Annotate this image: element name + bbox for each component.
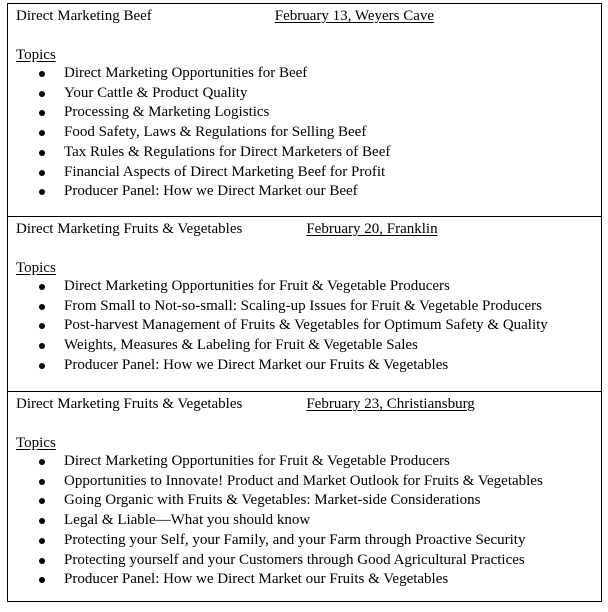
topic-text: Producer Panel: How we Direct Market our Fruits & Vegetables (64, 571, 449, 588)
bullet-icon (39, 170, 45, 176)
bullet-icon (39, 71, 45, 77)
bullet-icon (39, 323, 45, 329)
topic-text: Producer Panel: How we Direct Market our Beef (64, 183, 358, 200)
list-item (8, 84, 390, 104)
section-fruits-vegetables-christiansburg (8, 392, 601, 601)
list-item (8, 182, 390, 202)
list-item (8, 472, 543, 492)
section-title: Direct Marketing Beef (16, 8, 152, 24)
section-date-location: February 23, Christiansburg (306, 396, 475, 412)
list-item (8, 336, 548, 356)
list-item (8, 570, 543, 590)
list-item (8, 64, 390, 84)
section-title: Direct Marketing Fruits & Vegetables (16, 221, 243, 237)
bullet-icon (39, 150, 45, 156)
bullet-icon (39, 498, 45, 504)
topic-text: Protecting your Self, your Family, and your Farm through Proactive Security (64, 531, 526, 548)
section-heading (16, 7, 434, 25)
topic-text: Weights, Measures & Labeling for Fruit & Vegetable Sales (64, 337, 418, 354)
topics-label: Topics (16, 260, 56, 276)
topic-text: Direct Marketing Opportunities for Fruit & Vegetable Producers (64, 278, 450, 294)
list-item (8, 491, 543, 511)
bullet-icon (39, 577, 45, 583)
topic-text: Going Organic with Fruits & Vegetables: Market-side Considerations (64, 492, 481, 509)
section-heading (16, 395, 475, 413)
list-item (8, 163, 390, 183)
bullet-icon (39, 363, 45, 369)
list-item (8, 316, 548, 336)
topic-text: From Small to Not-so-small: Scaling-up Issues for Fruit & Vegetable Producers (64, 297, 543, 314)
topic-text: Your Cattle & Product Quality (64, 84, 248, 101)
topic-text: Processing & Marketing Logistics (64, 104, 270, 121)
bullet-icon (39, 479, 45, 485)
topics-label: Topics (16, 47, 56, 63)
bullet-icon (39, 459, 45, 465)
topic-text: Legal & Liable—What you should know (64, 512, 311, 529)
list-item (8, 103, 390, 123)
bullet-icon (39, 538, 45, 544)
list-item (8, 297, 548, 317)
topic-list (8, 277, 548, 376)
topic-text: Food Safety, Laws & Regulations for Selling Beef (64, 124, 367, 141)
bullet-icon (39, 558, 45, 564)
bullet-icon (39, 304, 45, 310)
bullet-icon (39, 110, 45, 116)
topic-text: Protecting yourself and your Customers through Good Agricultural Practices (64, 551, 525, 568)
bullet-icon (39, 284, 45, 290)
section-date-location: February 20, Franklin (306, 221, 438, 237)
list-item (8, 143, 390, 163)
section-fruits-vegetables-franklin (8, 217, 601, 392)
list-item (8, 551, 543, 571)
topic-list (8, 64, 390, 202)
list-item (8, 531, 543, 551)
topics-label: Topics (16, 435, 56, 451)
list-item (8, 277, 548, 297)
list-item (8, 356, 548, 376)
topic-text: Financial Aspects of Direct Marketing Beef for Profit (64, 163, 386, 180)
list-item (8, 123, 390, 143)
topic-text: Opportunities to Innovate! Product and Market Outlook for Fruits & Vegetables (64, 472, 543, 489)
bullet-icon (39, 189, 45, 195)
topic-text: Direct Marketing Opportunities for Beef (64, 65, 308, 81)
topic-text: Direct Marketing Opportunities for Fruit & Vegetable Producers (64, 453, 450, 469)
bullet-icon (39, 343, 45, 349)
section-heading (16, 220, 438, 238)
section-beef (8, 4, 601, 217)
topic-text: Producer Panel: How we Direct Market our Fruits & Vegetables (64, 356, 449, 373)
bullet-icon (39, 91, 45, 97)
schedule-table (7, 3, 602, 602)
bullet-icon (39, 518, 45, 524)
section-title: Direct Marketing Fruits & Vegetables (16, 396, 243, 412)
topic-text: Tax Rules & Regulations for Direct Marketers of Beef (64, 143, 391, 160)
topic-list (8, 452, 543, 590)
section-date-location: February 13, Weyers Cave (274, 8, 435, 24)
bullet-icon (39, 130, 45, 136)
list-item (8, 511, 543, 531)
list-item (8, 452, 543, 472)
topic-text: Post-harvest Management of Fruits & Vegetables for Optimum Safety & Quality (64, 317, 548, 334)
